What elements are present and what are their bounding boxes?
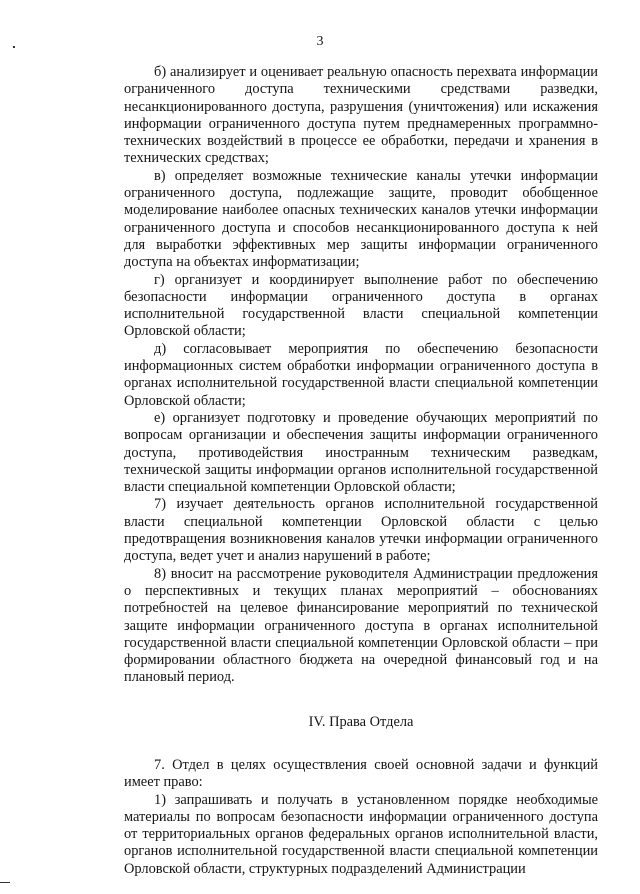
- paragraph-e: е) организует подготовку и проведение обучающих мероприятий по вопросам организации и обеспечения защиты информации ограниченного доступа, противодействия иностранным техническим разведкам, технической защиты информации органов исполнительной государственной власти специальной компетенции Орловской области;: [124, 409, 598, 496]
- document-body: [124, 64, 598, 878]
- paragraph-d: д) согласовывает мероприятия по обеспечению безопасности информационных систем обработки информации ограниченного доступа в органах исполнительной государственной власти специальной компетенции Орловской области;: [124, 340, 598, 409]
- paragraph-item-7: 7. Отдел в целях осуществления своей основной задачи и функций имеет право:: [124, 756, 598, 791]
- paragraph-g: г) организует и координирует выполнение работ по обеспечению безопасности информации ограниченного доступа в органах исполнительной государственной власти специальной компетенции Орловской области;: [124, 271, 598, 340]
- paragraph-right-1: 1) запрашивать и получать в установленном порядке необходимые материалы по вопросам безопасности информации ограниченного доступа от территориальных органов федеральных органов исполнительной власти, органов исполнительной государственной власти специальной компетенции Орловской области, структурных подразделений Администрации: [124, 791, 598, 877]
- page-number: 3: [316, 34, 324, 49]
- paragraph-b: б) анализирует и оценивает реальную опасность перехвата информации ограниченного доступа техническими средствами разведки, несанкционированного доступа, разрушения (уничтожения) или искажения информации ограниченного доступа путем преднамеренных программно-технических воздействий в процессе ее обработки, передачи и хранения в технических средствах;: [124, 64, 598, 167]
- paragraph-8: 8) вносит на рассмотрение руководителя Администрации предложения о перспективных и текущих планах мероприятий – обоснованиях потребностей на целевое финансирование мероприятий по технической защите информации ограниченного доступа в органах исполнительной государственной власти специальной компетенции Орловской области – при формировании областного бюджета на очередной финансовый год и на плановый период.: [124, 565, 598, 686]
- section-heading: IV. Права Отдела: [308, 713, 414, 730]
- scan-edge-mark: [0, 882, 10, 883]
- paragraph-v: в) определяет возможные технические каналы утечки информации ограниченного доступа, подлежащие защите, проводит обобщенное моделирование наиболее опасных технических каналов утечки информации ограниченного доступа и способов несанкционированного доступа к ней для выработки эффективных мер защиты информации ограниченного доступа на объектах информатизации;: [124, 167, 598, 271]
- paragraph-7: 7) изучает деятельность органов исполнительной государственной власти специальной компетенции Орловской области с целью предотвращения возникновения каналов утечки информации ограниченного доступа, ведет учет и анализ нарушений в работе;: [124, 496, 598, 565]
